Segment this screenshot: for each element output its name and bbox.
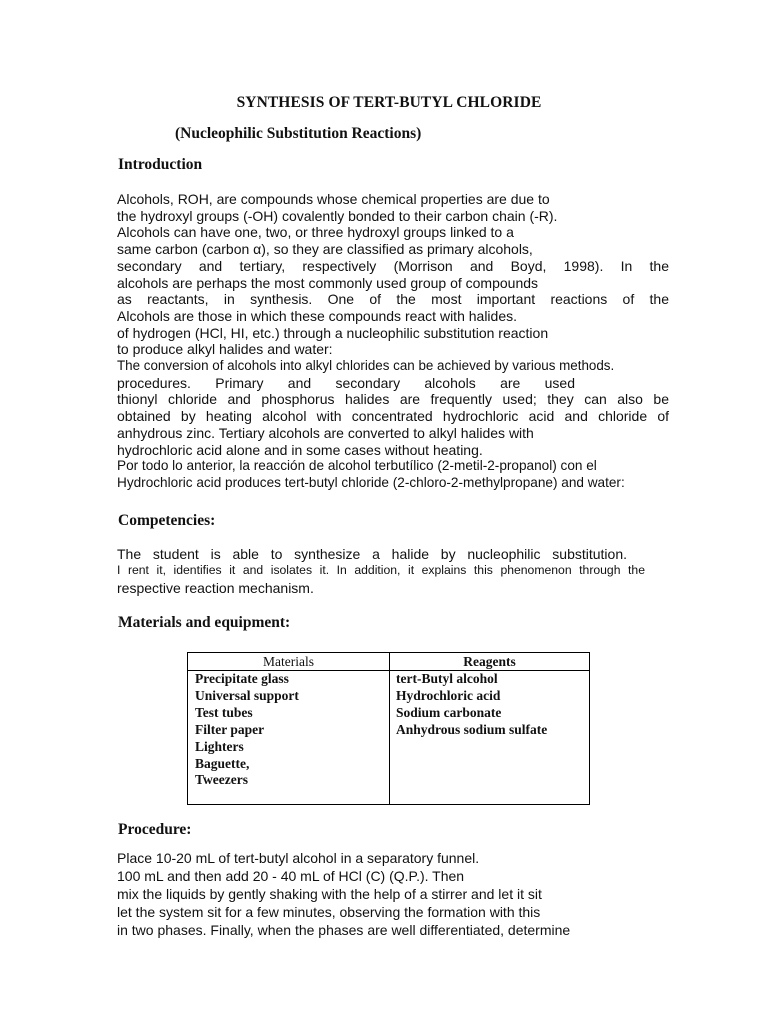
intro-line: Por todo lo anterior, la reacción de alcohol terbutílico (2-metil-2-propanol) con el	[117, 458, 597, 474]
procedure-line: Place 10-20 mL of tert-butyl alcohol in a separatory funnel.	[117, 850, 480, 866]
table-cell-material: Baguette,	[195, 755, 250, 771]
intro-line: thionyl chloride and phosphorus halides are frequently used; they can also be	[117, 391, 669, 408]
table-cell-reagent: Sodium carbonate	[396, 704, 502, 720]
table-cell-reagent: tert-Butyl alcohol	[396, 671, 498, 686]
intro-line: Alcohols are those in which these compounds react with halides.	[117, 307, 517, 324]
table-column-divider	[389, 653, 390, 804]
intro-line: as reactants, in synthesis. One of the most important reactions of the	[117, 291, 669, 308]
procedure-heading: Procedure:	[118, 821, 192, 838]
competencies-line: The student is able to synthesize a halide by nucleophilic substitution.	[117, 546, 627, 562]
intro-line: same carbon (carbon α), so they are classified as primary alcohols,	[117, 241, 533, 258]
intro-line: hydrochloric acid alone and in some cases without heating.	[117, 441, 483, 458]
introduction-heading: Introduction	[118, 156, 203, 173]
table-header-materials: Materials	[263, 654, 314, 669]
competencies-paragraph-end	[117, 580, 669, 597]
procedure-line: in two phases. Finally, when the phases are well differentiated, determine	[117, 921, 571, 938]
table-cell-material: Test tubes	[195, 704, 253, 720]
materials-table	[187, 652, 590, 805]
table-cell-material: Filter paper	[195, 721, 265, 737]
intro-line: anhydrous zinc. Tertiary alcohols are converted to alkyl halides with	[117, 424, 534, 441]
reagents-column	[396, 671, 547, 739]
procedure-line: 100 mL and then add 20 - 40 mL of HCl (C) (Q.P.). Then	[117, 867, 465, 884]
intro-line: of hydrogen (HCl, HI, etc.) through a nucleophilic substitution reaction	[117, 324, 549, 341]
table-cell-reagent: Anhydrous sodium sulfate	[396, 721, 548, 737]
table-cell-material: Precipitate glass	[195, 671, 289, 686]
table-cell-material: Lighters	[195, 738, 244, 754]
competencies-heading: Competencies:	[118, 512, 216, 529]
intro-line: the hydroxyl groups (-OH) covalently bonded to their carbon chain (-R).	[117, 207, 558, 224]
procedure-paragraph	[117, 850, 669, 940]
table-cell-material: Universal support	[195, 687, 299, 703]
intro-line: Hydrochloric acid produces tert-butyl chloride (2-chloro-2-methylpropane) and water:	[117, 474, 625, 490]
introduction-paragraph	[117, 191, 669, 492]
intro-line: to produce alkyl halides and water:	[117, 341, 333, 358]
table-cell-material: Tweezers	[195, 772, 248, 788]
procedure-line: let the system sit for a few minutes, observing the formation with this	[117, 903, 541, 920]
intro-line: procedures. Primary and secondary alcohols are used	[117, 374, 575, 391]
procedure-line: mix the liquids by gently shaking with the help of a stirrer and let it sit	[117, 885, 542, 902]
competencies-paragraph	[117, 546, 627, 563]
competencies-paragraph-cont	[117, 562, 645, 579]
document-subtitle: (Nucleophilic Substitution Reactions)	[175, 125, 422, 142]
intro-line: alcohols are perhaps the most commonly used group of compounds	[117, 274, 539, 291]
intro-line: obtained by heating alcohol with concentrated hydrochloric acid and chloride of	[117, 408, 669, 425]
intro-line: secondary and tertiary, respectively (Morrison and Boyd, 1998). In the	[117, 257, 669, 274]
intro-line: The conversion of alcohols into alkyl chlorides can be achieved by various methods.	[117, 358, 615, 374]
table-cell-reagent: Hydrochloric acid	[396, 687, 501, 703]
materials-column	[195, 671, 299, 789]
materials-heading: Materials and equipment:	[118, 614, 291, 631]
intro-line: Alcohols, ROH, are compounds whose chemical properties are due to	[117, 191, 550, 207]
table-header-reagents: Reagents	[463, 654, 516, 669]
document-title: SYNTHESIS OF TERT-BUTYL CHLORIDE	[236, 94, 542, 111]
competencies-line: I rent it, identifies it and isolates it. In addition, it explains this phenomenon through the	[117, 563, 645, 577]
intro-line: Alcohols can have one, two, or three hydroxyl groups linked to a	[117, 224, 514, 241]
competencies-line: respective reaction mechanism.	[117, 580, 314, 596]
